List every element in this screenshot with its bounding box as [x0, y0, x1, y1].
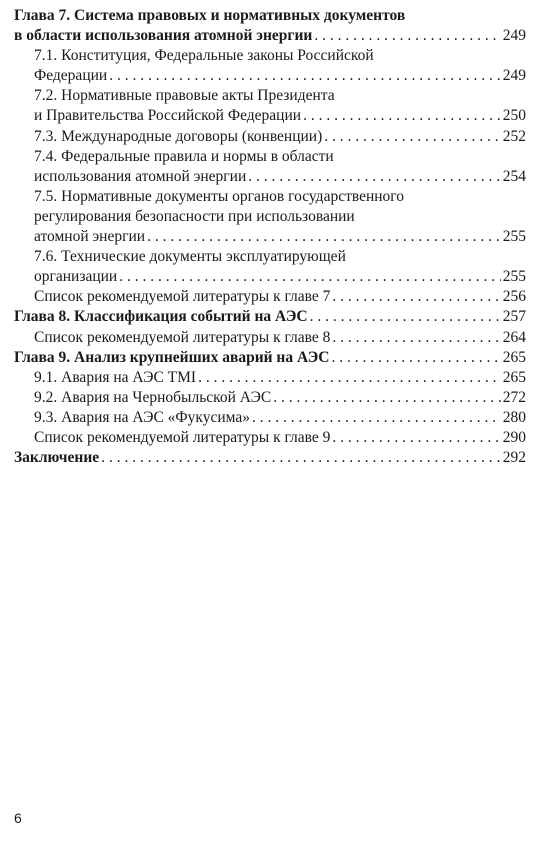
- toc-entry-line: 7.1. Конституция, Федеральные законы Российской: [34, 47, 374, 65]
- toc-entry-conclusion[interactable]: [14, 448, 526, 468]
- toc-entry-last-line: [34, 66, 526, 86]
- toc-entry-title: Список рекомендуемой литературы к главе 8: [34, 328, 331, 346]
- dot-leader: [303, 106, 501, 126]
- page-number: 6: [14, 810, 22, 826]
- toc-entry-title: Глава 9. Анализ крупнейших аварий на АЭС: [14, 348, 330, 366]
- dot-leader: [332, 428, 500, 448]
- toc-entry-section-9-3[interactable]: [14, 408, 526, 428]
- toc-entry-line: Глава 7. Система правовых и нормативных документов: [14, 7, 406, 24]
- toc-entry-line: регулирования безопасности при использовании: [34, 207, 355, 225]
- toc-page-number: 255: [502, 228, 526, 246]
- toc-entry-last-line: [14, 448, 526, 468]
- toc-entry-last-line: [34, 127, 526, 147]
- toc-entry-title: Список рекомендуемой литературы к главе 9: [34, 428, 331, 446]
- toc-entry-title: Список рекомендуемой литературы к главе 7: [34, 288, 331, 306]
- toc-entry-section-7-4[interactable]: [14, 147, 526, 187]
- table-of-contents: [14, 6, 526, 468]
- toc-entry-section-7-1[interactable]: [14, 46, 526, 86]
- toc-page-number: 249: [502, 67, 526, 85]
- toc-entry-title: использования атомной энергии: [34, 167, 247, 185]
- toc-entry-section-7-5[interactable]: [14, 187, 526, 247]
- toc-entry-section-7-3[interactable]: [14, 127, 526, 147]
- toc-entry-section-7-2[interactable]: [14, 86, 526, 126]
- toc-entry-last-line: [34, 167, 526, 187]
- toc-entry-line: 7.6. Технические документы эксплуатирующей: [34, 248, 346, 266]
- toc-entry-section-7-6[interactable]: [14, 247, 526, 287]
- toc-entry-last-line: [34, 227, 526, 247]
- toc-entry-last-line: [14, 26, 526, 46]
- toc-entry-last-line: [34, 428, 526, 448]
- dot-leader: [332, 287, 500, 307]
- dot-leader: [147, 227, 501, 247]
- toc-entry-last-line: [34, 388, 526, 408]
- toc-entry-title: 9.2. Авария на Чернобыльской АЭС: [34, 388, 272, 406]
- toc-page-number: 272: [502, 388, 526, 406]
- toc-entry-last-line: [34, 287, 526, 307]
- toc-page-number: 255: [502, 268, 526, 286]
- toc-page-number: 264: [502, 328, 526, 346]
- dot-leader: [198, 368, 501, 388]
- toc-entry-chapter-7[interactable]: [14, 6, 526, 46]
- toc-entry-last-line: [34, 368, 526, 388]
- toc-entry-title: атомной энергии: [34, 228, 146, 246]
- toc-entry-title: 7.3. Международные договоры (конвенции): [34, 127, 323, 145]
- toc-page-number: 254: [502, 167, 526, 185]
- toc-entry-references-9[interactable]: [14, 428, 526, 448]
- toc-entry-references-8[interactable]: [14, 328, 526, 348]
- toc-entry-last-line: [34, 106, 526, 126]
- toc-page-number: 249: [502, 27, 526, 45]
- toc-entry-chapter-8[interactable]: [14, 307, 526, 327]
- toc-entry-title: 9.1. Авария на АЭС TMI: [34, 368, 197, 386]
- toc-entry-title: Федерации: [34, 67, 108, 85]
- toc-page-number: 252: [502, 127, 526, 145]
- toc-entry-line: 7.2. Нормативные правовые акты Президента: [34, 87, 335, 105]
- toc-entry-title: в области использования атомной энергии: [14, 27, 313, 45]
- toc-page-number: 292: [502, 449, 526, 467]
- toc-entry-title: 9.3. Авария на АЭС «Фукусима»: [34, 408, 250, 426]
- toc-page-number: 265: [502, 348, 526, 366]
- toc-entry-last-line: [34, 267, 526, 287]
- toc-entry-last-line: [34, 328, 526, 348]
- toc-entry-section-9-1[interactable]: [14, 368, 526, 388]
- dot-leader: [332, 328, 500, 348]
- toc-entry-references-7[interactable]: [14, 287, 526, 307]
- toc-entry-last-line: [14, 307, 526, 327]
- toc-entry-last-line: [14, 348, 526, 368]
- toc-entry-section-9-2[interactable]: [14, 388, 526, 408]
- dot-leader: [310, 307, 501, 327]
- toc-entry-title: и Правительства Российской Федерации: [34, 107, 302, 125]
- toc-page-number: 280: [502, 408, 526, 426]
- toc-entry-title: Заключение: [14, 449, 100, 467]
- toc-entry-title: организации: [34, 268, 118, 286]
- dot-leader: [332, 348, 501, 368]
- toc-page-number: 265: [502, 368, 526, 386]
- toc-entry-last-line: [34, 408, 526, 428]
- dot-leader: [314, 26, 500, 46]
- dot-leader: [109, 66, 501, 86]
- toc-page-number: 257: [502, 308, 526, 326]
- toc-entry-line: 7.4. Федеральные правила и нормы в области: [34, 147, 334, 165]
- dot-leader: [248, 167, 501, 187]
- toc-entry-line: 7.5. Нормативные документы органов государственного: [34, 187, 405, 205]
- toc-page-number: 290: [502, 428, 526, 446]
- dot-leader: [119, 267, 501, 287]
- dot-leader: [252, 408, 501, 428]
- dot-leader: [273, 388, 501, 408]
- toc-entry-chapter-9[interactable]: [14, 348, 526, 368]
- dot-leader: [324, 127, 500, 147]
- toc-entry-title: Глава 8. Классификация событий на АЭС: [14, 308, 308, 326]
- dot-leader: [101, 448, 501, 468]
- toc-page-number: 250: [502, 107, 526, 125]
- toc-page-number: 256: [502, 288, 526, 306]
